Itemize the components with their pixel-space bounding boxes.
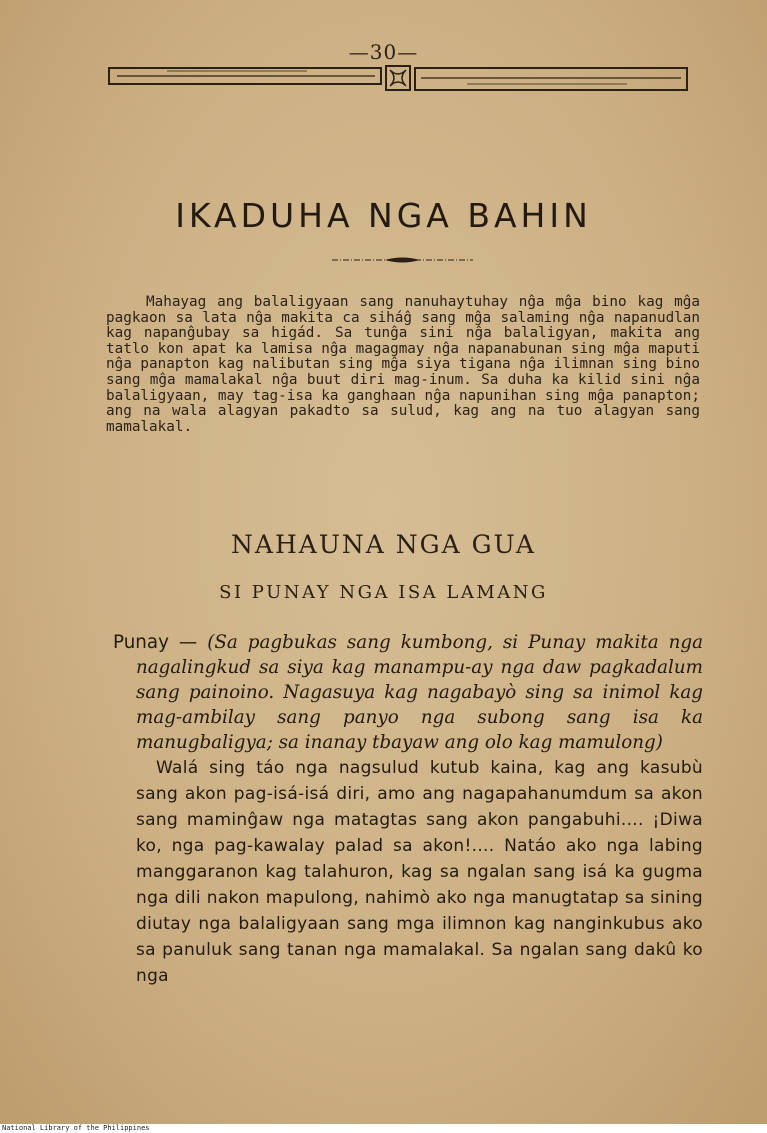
- speech-text: Walá sing táo nga nagsulud kutub kaina, kag ang kasubù sang akon pag-isá-isá diri, amo ang nagapahanumdum sa akon sang maminĝaw nga matagtas sang akon pangabuhi.... ¡Diwa ko, nga pag-kawalay palad sa akon!.... Natáo ako nga labing manggaranon kag talahuron, kag sa ngalan sang isá ka gugma nga dili nakon mapulong, nahimò ako nga manugtatap sa sining diutay nga balaligyaan sang mga ilimnon kag nanginkubus ako sa panuluk sang tanan nga mamalakal. Sa ngalan sang dakû ko nga: [136, 758, 703, 986]
- speaker-dash: —: [168, 632, 198, 653]
- scene-title: SI PUNAY NGA ISA LAMANG: [219, 582, 548, 603]
- stage-setting-paragraph: [106, 295, 700, 435]
- ornamental-header-border: [107, 62, 689, 96]
- decorative-rule: [330, 255, 475, 265]
- dialogue-block: [113, 630, 703, 989]
- library-footer: National Library of the Philippines: [0, 1124, 767, 1133]
- intro-text: Mahayag ang balaligyaan sang nanuhaytuhay nĝa mĝa bino kag mĝa pagkaon sa lata nĝa makita ca siháĝ sang mĝa salaming nĝa napanudlan kag napanĝubay sa higád. Sa tunĝa sini nĝa balaligyan, makita ang tatlo kon apat ka lamisa nĝa magagmay nĝa napanabunan sing mĝa maputi nĝa panapton kag nalibutan sing mĝa siya tigana nĝa ilimnan sing bino sang mĝa mamalakal nĝa buut diri mag-inum. Sa duha ka kilid sini nĝa balaligyaan, may tag-isa ka ganghaan nĝa napunihan sing mĝa panapton; ang na wala alagyan pakadto sa sulud, kag ang na tuo alagyan sang mamalakal.: [106, 294, 700, 435]
- speaker-name: Punay: [113, 632, 169, 653]
- speech-paragraph: [113, 755, 703, 989]
- stage-direction-line: [113, 630, 703, 755]
- page-number: —30—: [348, 40, 419, 64]
- section-title: IKADUHA NGA BAHIN: [175, 196, 592, 235]
- act-title: NAHAUNA NGA GUA: [231, 530, 536, 559]
- stage-direction: (Sa pagbukas sang kumbong, si Punay makita nga nagalingkud sa siya kag manampu-ay nga daw pagkadalum sang painoino. Nagasuya kag nagabayò sing sa inimol kag mag-ambilay sang panyo nga subong sang isa ka manugbaligya; sa inanay tbayaw ang olo kag mamulong): [136, 632, 703, 753]
